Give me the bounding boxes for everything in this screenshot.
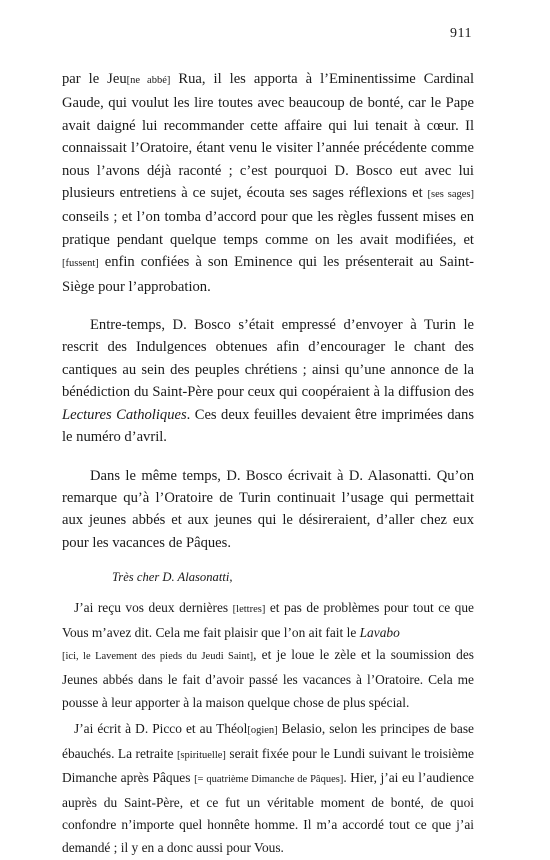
editorial-insertion: [ogien] — [247, 725, 278, 737]
editorial-insertion: [ne abbé] — [126, 75, 171, 86]
text-run: J’ai écrit à D. Picco et au Théol — [74, 721, 248, 737]
text-run: conseils ; et l’on tomba d’accord pour que les règles fussent mises en pratique pendant quelque temps comme on les avait modifiées, et — [62, 209, 474, 248]
letter-salutation: Très cher D. Alasonatti, — [112, 570, 233, 585]
paragraph-rules-approval — [62, 68, 474, 298]
editorial-insertion: [fussent] — [62, 258, 99, 270]
letter-paragraph-1 — [62, 597, 474, 714]
text-run: serait fixée pour le Lundi suivant le troisième Dimanche après Pâques — [62, 745, 474, 786]
text-run: J’ai reçu vos deux dernières — [74, 600, 233, 616]
text-run: par le Jeu — [62, 71, 127, 87]
editorial-insertion: [ses sages] — [427, 189, 474, 201]
editorial-insertion: [lettres] — [232, 604, 266, 616]
text-run: , et je loue le zèle et la soumission des Jeunes abbés dans le fait d’avoir passé les vacances à l’Oratoire. Cela me pousse à leur apporter à la maison quelque chose de plus spécial. — [62, 647, 474, 710]
text-run: Entre-temps, D. Bosco s’était empressé d’envoyer à Turin le rescrit des Indulgences obtenues afin d’encourager le chant des cantiques au sein des peuples chrétiens ; ainsi qu’une annonce de la bénédiction du Saint-Père pour ceux qui coopéraient à la diffusion des — [62, 317, 474, 401]
text-run: . Ces deux feuilles devaient être imprimées dans le numéro d’avril. — [62, 406, 475, 446]
editorial-insertion: [spirituelle] — [176, 749, 226, 761]
paragraph-letter-intro: Dans le même temps, D. Bosco écrivait à D. Alasonatti. Qu’on remarque qu’à l’Oratoire de Turin continuait l’usage qui permettait aux jeunes abbés et aux jeunes qui le désireraient, d’aller chez eux pour les vacances de Pâques. — [62, 467, 474, 551]
editorial-insertion: [= quatrième Dimanche de Pâques] — [194, 774, 344, 786]
text-run: enfin confiées à son Eminence qui les présenterait au Saint-Siège pour l’approbation. — [62, 254, 474, 295]
text-run: Belasio, selon les principes de base ébauchés. La retraite — [62, 721, 474, 761]
text-run: Rua, il les apporta à l’Eminentissime Cardinal Gaude, qui voulut les lire toutes avec beaucoup de bonté, car le Pape avait daigné lui recommander cette affaire qui lui tenait à cœur. Il connaissait l’Oratoire, étant venu le visiter l’année précédente comme nous l’avons déjà raconté ; c’est pourquoi D. Bosco eut avec lui plusieurs entretiens à ce sujet, écouta ses sages réflexions et — [62, 71, 475, 202]
paragraph-indulgences — [62, 314, 474, 448]
lavabo-term: Lavabo — [359, 624, 400, 640]
publication-title: Lectures Catholiques — [62, 406, 187, 423]
editorial-insertion: [ici, le Lavement des pieds du Jeudi Saint] — [62, 651, 254, 663]
page-content — [62, 68, 474, 860]
text-run: . Hier, j’ai eu l’audience auprès du Saint-Père, et ce fut un véritable moment de bonté, de quoi confondre n’importe quel honnête homme. Il m’a accordé tout ce que j’ai demandé ; il y en a donc aussi pour Vous. — [62, 770, 474, 856]
page-number: 911 — [450, 26, 472, 41]
text-run: et pas de problèmes pour tout ce que Vous m’avez dit. Cela me fait plaisir que l’on ait fait le — [62, 600, 474, 640]
letter-paragraph-2 — [62, 718, 474, 860]
